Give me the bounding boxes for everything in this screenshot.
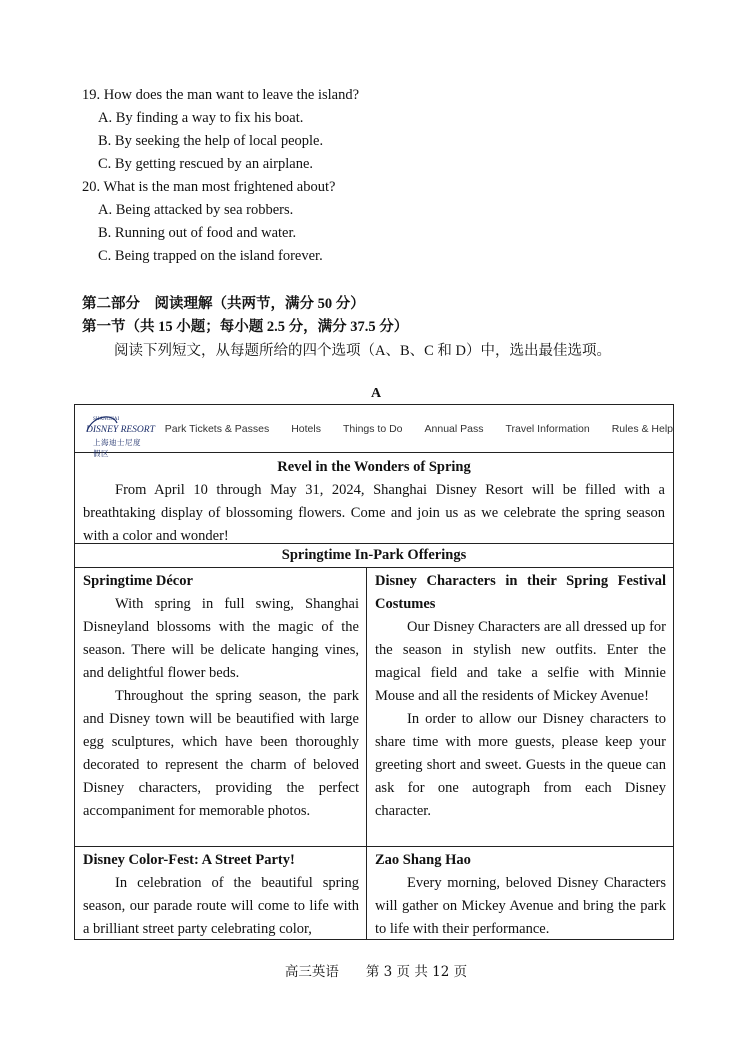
site-header [75, 405, 673, 458]
disney-logo-icon [83, 411, 173, 439]
cell-heading: Disney Characters in their Spring Festival Costumes [375, 573, 666, 612]
question-19 [82, 84, 359, 176]
cell-color-fest [75, 847, 367, 939]
nav-travel-information[interactable]: Travel Information [505, 422, 590, 435]
option-b: B. By seeking the help of local people. [98, 133, 324, 149]
cell-heading: Springtime Décor [83, 573, 193, 589]
cell-disney-characters [367, 568, 673, 846]
nav-hotels[interactable]: Hotels [291, 422, 321, 435]
intro-section [75, 452, 673, 544]
cell-paragraph: With spring in full swing, Shanghai Disneyland blossoms with the magic of the season. There will be delicate hanging vines, and delightful flower beds. [83, 596, 359, 681]
option-c: C. By getting rescued by an airplane. [98, 156, 314, 172]
question-stem: 19. How does the man want to leave the island? [82, 87, 360, 103]
svg-text:SHANGHAI: SHANGHAI [93, 416, 120, 422]
cell-heading: Disney Color-Fest: A Street Party! [83, 852, 295, 868]
cell-paragraph: In order to allow our Disney characters to share time with more guests, please keep your greeting short and sweet. Guests in the queue can ask for one autograph from each Disney character. [375, 711, 666, 819]
logo-chinese-text: 上海迪士尼度假区 [93, 437, 141, 458]
page-footer: 高三英语 第 3 页 共 12 页 [284, 964, 468, 980]
intro-paragraph: From April 10 through May 31, 2024, Shanghai Disney Resort will be filled with a breathtaking display of blossoming flowers. Come and join us as we celebrate the spring season with a color and wonder! [83, 482, 665, 544]
cell-paragraph: Throughout the spring season, the park and Disney town will be beautified with large egg sculptures, which have been thoroughly decorated to represent the charm of beloved Disney characters, providing the perfect accompaniment for memorable photos. [83, 688, 359, 819]
cell-springtime-decor [75, 568, 367, 846]
offerings-row-2 [75, 847, 673, 939]
cell-paragraph: In celebration of the beautiful spring season, our parade route will come to life with a brilliant street party celebrating color, [83, 875, 359, 937]
cell-paragraph: Our Disney Characters are all dressed up for the season in stylish new outfits. Enter the magical field and take a selfie with Minnie Mouse and all the residents of Mickey Avenue! [375, 619, 666, 704]
nav-things-to-do[interactable]: Things to Do [342, 422, 403, 435]
question-stem: 20. What is the man most frightened about? [82, 179, 336, 195]
passage-label: A [370, 386, 382, 401]
nav-rules-help[interactable]: Rules & Help [611, 422, 673, 435]
option-c: C. Being trapped on the island forever. [98, 248, 323, 264]
nav-annual-pass[interactable]: Annual Pass [424, 422, 484, 435]
option-b: B. Running out of food and water. [98, 225, 297, 241]
disney-resort-logo[interactable] [83, 409, 155, 458]
option-a: A. Being attacked by sea robbers. [98, 202, 294, 218]
cell-paragraph: Every morning, beloved Disney Characters will gather on Mickey Avenue and bring the park to life with their performance. [375, 875, 666, 937]
nav-park-tickets[interactable]: Park Tickets & Passes [164, 422, 270, 435]
question-20 [82, 176, 335, 268]
part-title: 第二部分 阅读理解（共两节，满分 50 分） [82, 296, 365, 312]
option-a: A. By finding a way to fix his boat. [98, 110, 304, 126]
instruction: 阅读下列短文，从每题所给的四个选项（A、B、C 和 D）中，选出最佳选项。 [114, 343, 612, 359]
passage-frame [74, 404, 674, 940]
offerings-row-1 [75, 568, 673, 847]
svg-text:DISNEY RESORT: DISNEY RESORT [86, 424, 155, 435]
passage-title: Revel in the Wonders of Spring [277, 459, 471, 475]
offerings-title: Springtime In-Park Offerings [75, 544, 673, 568]
cell-heading: Zao Shang Hao [375, 852, 471, 868]
section-title: 第一节（共 15 小题；每小题 2.5 分，满分 37.5 分） [82, 319, 409, 335]
cell-zao-shang-hao [367, 847, 673, 939]
